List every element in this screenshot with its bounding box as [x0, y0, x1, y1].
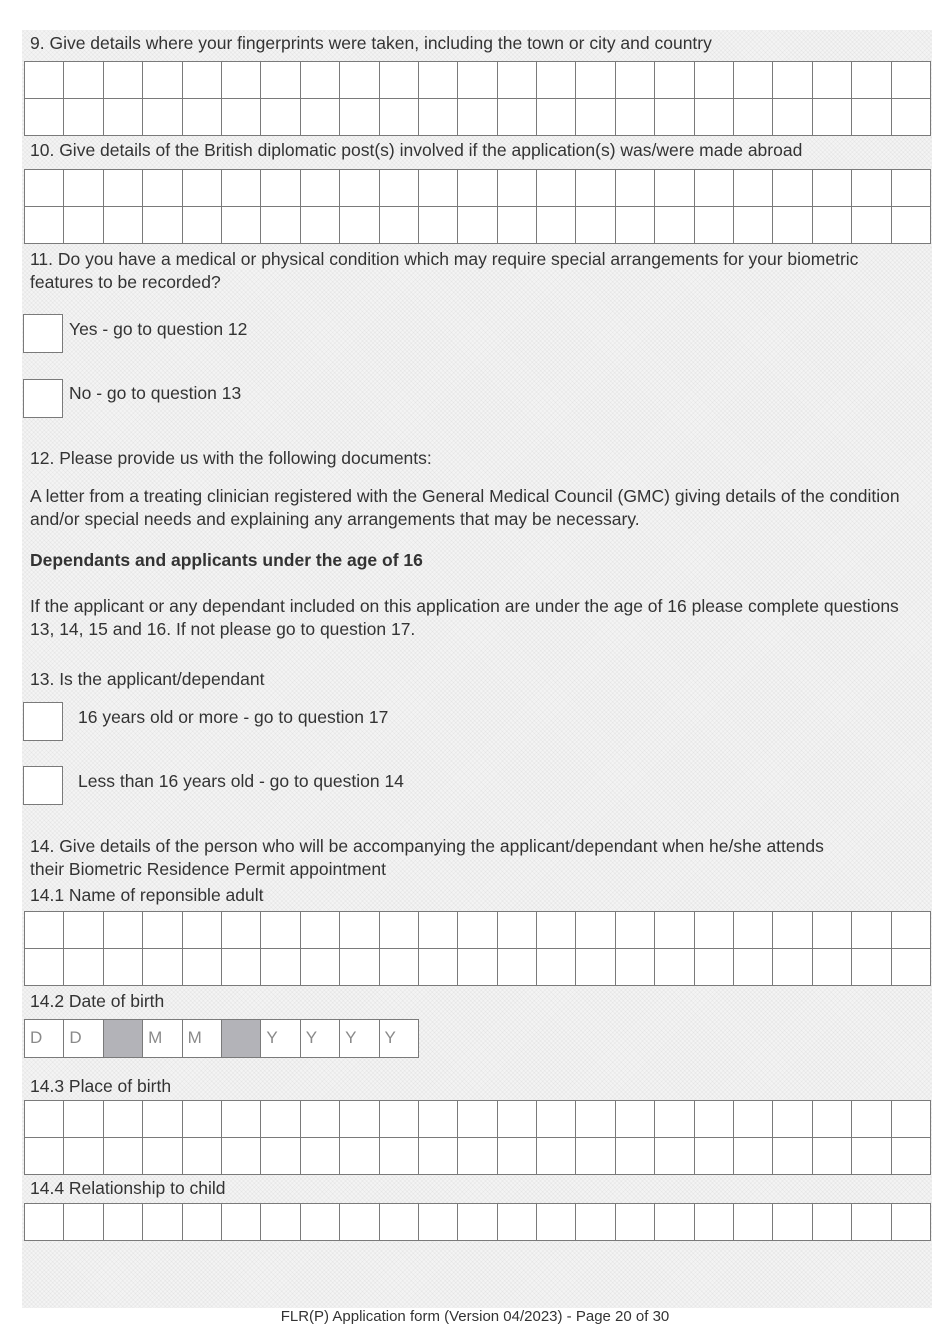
character-box[interactable] — [183, 1204, 222, 1241]
character-box[interactable] — [340, 1204, 379, 1241]
page-footer: FLR(P) Application form (Version 04/2023) - Page 20 of 30 — [280, 1308, 670, 1325]
character-box[interactable] — [25, 207, 64, 244]
character-box[interactable] — [734, 1138, 773, 1175]
character-box[interactable] — [695, 949, 734, 986]
character-box[interactable] — [222, 207, 261, 244]
character-box[interactable] — [695, 912, 734, 949]
character-box[interactable] — [458, 170, 497, 207]
character-box[interactable] — [773, 1204, 812, 1241]
character-box[interactable] — [143, 912, 182, 949]
q13-under-16-label: Less than 16 years old - go to question 14 — [78, 771, 404, 791]
character-box[interactable] — [261, 949, 300, 986]
character-box[interactable] — [25, 1101, 64, 1138]
character-box[interactable] — [892, 207, 931, 244]
character-box[interactable] — [340, 170, 379, 207]
character-box[interactable] — [458, 62, 497, 99]
character-box[interactable] — [576, 99, 615, 136]
character-box[interactable] — [25, 1138, 64, 1175]
character-box[interactable] — [852, 1204, 891, 1241]
character-box[interactable] — [773, 1101, 812, 1138]
character-box[interactable] — [852, 1138, 891, 1175]
q9-input-grid[interactable] — [24, 61, 931, 136]
character-box[interactable] — [261, 1101, 300, 1138]
character-box[interactable] — [734, 1204, 773, 1241]
character-box[interactable] — [852, 949, 891, 986]
character-box[interactable] — [498, 207, 537, 244]
q14-2-dob-field[interactable] — [24, 1019, 419, 1058]
character-box[interactable] — [340, 912, 379, 949]
character-box[interactable] — [261, 62, 300, 99]
character-box[interactable] — [380, 207, 419, 244]
character-box[interactable] — [261, 912, 300, 949]
dob-month-digit-2[interactable]: M — [183, 1020, 222, 1058]
character-box[interactable] — [734, 207, 773, 244]
q10-label: 10. Give details of the British diplomatic post(s) involved if the application(s) was/were made abroad — [30, 140, 803, 160]
character-box[interactable] — [695, 99, 734, 136]
character-box[interactable] — [576, 949, 615, 986]
character-box[interactable] — [419, 62, 458, 99]
character-box[interactable] — [576, 170, 615, 207]
character-box[interactable] — [419, 1204, 458, 1241]
character-box[interactable] — [655, 1101, 694, 1138]
character-box[interactable] — [576, 207, 615, 244]
character-box[interactable] — [813, 1138, 852, 1175]
character-box[interactable] — [655, 62, 694, 99]
character-box[interactable] — [537, 99, 576, 136]
dob-separator — [222, 1020, 261, 1058]
q10-input-grid[interactable] — [24, 169, 931, 244]
character-box[interactable] — [183, 1138, 222, 1175]
character-box[interactable] — [695, 62, 734, 99]
character-box[interactable] — [458, 912, 497, 949]
character-box[interactable] — [340, 1101, 379, 1138]
character-box[interactable] — [892, 99, 931, 136]
character-box[interactable] — [773, 62, 812, 99]
character-box[interactable] — [852, 912, 891, 949]
character-box[interactable] — [655, 1138, 694, 1175]
character-box[interactable] — [419, 170, 458, 207]
character-box[interactable] — [852, 1101, 891, 1138]
character-box[interactable] — [813, 1101, 852, 1138]
character-box[interactable] — [734, 62, 773, 99]
character-box[interactable] — [813, 949, 852, 986]
q14-1-name-grid[interactable] — [24, 911, 931, 986]
character-box[interactable] — [104, 170, 143, 207]
character-box[interactable] — [183, 62, 222, 99]
character-box[interactable] — [25, 99, 64, 136]
q14-4-label: 14.4 Relationship to child — [30, 1178, 226, 1198]
character-box[interactable] — [498, 1204, 537, 1241]
character-box[interactable] — [380, 949, 419, 986]
dob-year-digit-2[interactable]: Y — [301, 1020, 340, 1058]
character-box[interactable] — [340, 99, 379, 136]
character-box[interactable] — [458, 949, 497, 986]
character-box[interactable] — [616, 1138, 655, 1175]
character-box[interactable] — [695, 1101, 734, 1138]
character-box[interactable] — [537, 1138, 576, 1175]
character-box[interactable] — [301, 949, 340, 986]
character-box[interactable] — [892, 1138, 931, 1175]
character-box[interactable] — [143, 99, 182, 136]
character-box[interactable] — [852, 207, 891, 244]
character-box[interactable] — [64, 1138, 103, 1175]
character-box[interactable] — [892, 170, 931, 207]
character-box[interactable] — [301, 1101, 340, 1138]
character-box[interactable] — [498, 1138, 537, 1175]
character-box[interactable] — [498, 912, 537, 949]
character-box[interactable] — [616, 99, 655, 136]
q11-no-checkbox[interactable] — [23, 379, 63, 418]
dob-day-digit-1[interactable]: D — [25, 1020, 64, 1058]
character-box[interactable] — [222, 949, 261, 986]
character-box[interactable] — [183, 912, 222, 949]
dob-month-digit-1[interactable]: M — [143, 1020, 182, 1058]
character-box[interactable] — [419, 99, 458, 136]
q13-label: 13. Is the applicant/dependant — [30, 669, 265, 689]
character-box[interactable] — [64, 207, 103, 244]
character-box[interactable] — [301, 99, 340, 136]
character-box[interactable] — [222, 170, 261, 207]
character-box[interactable] — [734, 170, 773, 207]
character-box[interactable] — [892, 912, 931, 949]
character-box[interactable] — [183, 949, 222, 986]
character-box[interactable] — [655, 912, 694, 949]
character-box[interactable] — [773, 949, 812, 986]
character-box[interactable] — [655, 170, 694, 207]
character-box[interactable] — [143, 1101, 182, 1138]
character-box[interactable] — [537, 912, 576, 949]
character-box[interactable] — [301, 1204, 340, 1241]
character-box[interactable] — [222, 1204, 261, 1241]
character-box[interactable] — [813, 62, 852, 99]
character-box[interactable] — [537, 170, 576, 207]
character-box[interactable] — [64, 170, 103, 207]
character-box[interactable] — [104, 62, 143, 99]
q12-label: 12. Please provide us with the following documents: — [30, 448, 432, 468]
character-box[interactable] — [813, 207, 852, 244]
character-box[interactable] — [773, 170, 812, 207]
character-box[interactable] — [616, 62, 655, 99]
character-box[interactable] — [143, 949, 182, 986]
character-box[interactable] — [498, 170, 537, 207]
character-box[interactable] — [380, 912, 419, 949]
character-box[interactable] — [498, 62, 537, 99]
character-box[interactable] — [183, 99, 222, 136]
character-box[interactable] — [695, 207, 734, 244]
character-box[interactable] — [813, 912, 852, 949]
q11-no-label: No - go to question 13 — [69, 383, 242, 403]
character-box[interactable] — [143, 62, 182, 99]
character-box[interactable] — [773, 207, 812, 244]
character-box[interactable] — [813, 170, 852, 207]
character-box[interactable] — [64, 62, 103, 99]
character-box[interactable] — [498, 949, 537, 986]
character-box[interactable] — [695, 1204, 734, 1241]
character-box[interactable] — [458, 99, 497, 136]
q13-16-or-more-checkbox[interactable] — [23, 702, 63, 741]
character-box[interactable] — [616, 1101, 655, 1138]
q14-2-label: 14.2 Date of birth — [30, 991, 165, 1011]
character-box[interactable] — [222, 62, 261, 99]
character-box[interactable] — [340, 62, 379, 99]
character-box[interactable] — [64, 1101, 103, 1138]
character-box[interactable] — [576, 1101, 615, 1138]
dependants-text: If the applicant or any dependant included on this application are under the age of 16 please complete questions 13, 14, 15 and 16. If not please go to question 17. — [30, 596, 899, 639]
character-box[interactable] — [64, 99, 103, 136]
q14-label: 14. Give details of the person who will be accompanying the applicant/dependant when he/she attends their Biometric Residence Permit appointment — [30, 836, 824, 879]
character-box[interactable] — [892, 62, 931, 99]
character-box[interactable] — [183, 207, 222, 244]
character-box[interactable] — [852, 99, 891, 136]
q14-3-place-grid[interactable] — [24, 1100, 931, 1175]
character-box[interactable] — [25, 949, 64, 986]
character-box[interactable] — [25, 62, 64, 99]
character-box[interactable] — [261, 1138, 300, 1175]
character-box[interactable] — [813, 1204, 852, 1241]
q14-1-label: 14.1 Name of reponsible adult — [30, 885, 264, 905]
character-box[interactable] — [301, 62, 340, 99]
character-box[interactable] — [773, 1138, 812, 1175]
character-box[interactable] — [104, 912, 143, 949]
character-box[interactable] — [64, 1204, 103, 1241]
character-box[interactable] — [852, 62, 891, 99]
character-box[interactable] — [64, 949, 103, 986]
character-box[interactable] — [576, 912, 615, 949]
character-box[interactable] — [734, 912, 773, 949]
character-box[interactable] — [340, 1138, 379, 1175]
character-box[interactable] — [537, 949, 576, 986]
character-box[interactable] — [616, 207, 655, 244]
character-box[interactable] — [695, 170, 734, 207]
character-box[interactable] — [301, 912, 340, 949]
character-box[interactable] — [537, 62, 576, 99]
character-box[interactable] — [616, 170, 655, 207]
q14-4-relationship-grid[interactable] — [24, 1203, 931, 1241]
character-box[interactable] — [852, 170, 891, 207]
character-box[interactable] — [537, 1204, 576, 1241]
character-box[interactable] — [419, 912, 458, 949]
character-box[interactable] — [892, 1101, 931, 1138]
q9-label: 9. Give details where your fingerprints were taken, including the town or city and country — [30, 33, 712, 53]
character-box[interactable] — [419, 949, 458, 986]
character-box[interactable] — [64, 912, 103, 949]
character-box[interactable] — [892, 949, 931, 986]
character-box[interactable] — [25, 1204, 64, 1241]
dependants-heading: Dependants and applicants under the age of 16 — [30, 550, 423, 570]
character-box[interactable] — [25, 170, 64, 207]
q11-label: 11. Do you have a medical or physical condition which may require special arrangements for your biometric features to be recorded? — [30, 249, 859, 292]
q11-yes-label: Yes - go to question 12 — [69, 319, 248, 339]
character-box[interactable] — [301, 170, 340, 207]
character-box[interactable] — [616, 1204, 655, 1241]
character-box[interactable] — [458, 207, 497, 244]
character-box[interactable] — [380, 1204, 419, 1241]
character-box[interactable] — [892, 1204, 931, 1241]
q12-text: A letter from a treating clinician registered with the General Medical Council (GMC) giving details of the condition and/or special needs and explaining any arrangements that may be necessary. — [30, 486, 900, 529]
character-box[interactable] — [340, 207, 379, 244]
character-box[interactable] — [104, 949, 143, 986]
character-box[interactable] — [458, 1204, 497, 1241]
character-box[interactable] — [380, 1138, 419, 1175]
character-box[interactable] — [380, 62, 419, 99]
character-box[interactable] — [655, 207, 694, 244]
dob-separator — [104, 1020, 143, 1058]
character-box[interactable] — [498, 99, 537, 136]
character-box[interactable] — [655, 949, 694, 986]
dob-year-digit-1[interactable]: Y — [261, 1020, 300, 1058]
character-box[interactable] — [340, 949, 379, 986]
character-box[interactable] — [773, 99, 812, 136]
character-box[interactable] — [25, 912, 64, 949]
character-box[interactable] — [773, 912, 812, 949]
character-box[interactable] — [261, 99, 300, 136]
character-box[interactable] — [143, 1138, 182, 1175]
character-box[interactable] — [655, 99, 694, 136]
character-box[interactable] — [143, 207, 182, 244]
character-box[interactable] — [104, 1138, 143, 1175]
character-box[interactable] — [380, 170, 419, 207]
character-box[interactable] — [261, 207, 300, 244]
character-box[interactable] — [419, 207, 458, 244]
character-box[interactable] — [104, 99, 143, 136]
character-box[interactable] — [222, 1138, 261, 1175]
character-box[interactable] — [301, 207, 340, 244]
character-box[interactable] — [222, 912, 261, 949]
character-box[interactable] — [576, 1138, 615, 1175]
character-box[interactable] — [301, 1138, 340, 1175]
character-box[interactable] — [261, 170, 300, 207]
character-box[interactable] — [576, 1204, 615, 1241]
character-box[interactable] — [104, 1204, 143, 1241]
character-box[interactable] — [143, 170, 182, 207]
character-box[interactable] — [419, 1138, 458, 1175]
character-box[interactable] — [104, 1101, 143, 1138]
q13-16-or-more-label: 16 years old or more - go to question 17 — [78, 707, 389, 727]
character-box[interactable] — [261, 1204, 300, 1241]
q13-under-16-checkbox[interactable] — [23, 766, 63, 805]
dob-year-digit-3[interactable]: Y — [340, 1020, 379, 1058]
dob-day-digit-2[interactable]: D — [64, 1020, 103, 1058]
character-box[interactable] — [734, 1101, 773, 1138]
character-box[interactable] — [616, 949, 655, 986]
character-box[interactable] — [419, 1101, 458, 1138]
character-box[interactable] — [380, 99, 419, 136]
character-box[interactable] — [576, 62, 615, 99]
character-box[interactable] — [695, 1138, 734, 1175]
character-box[interactable] — [734, 949, 773, 986]
character-box[interactable] — [183, 1101, 222, 1138]
character-box[interactable] — [458, 1101, 497, 1138]
character-box[interactable] — [498, 1101, 537, 1138]
character-box[interactable] — [104, 207, 143, 244]
character-box[interactable] — [734, 99, 773, 136]
q11-yes-checkbox[interactable] — [23, 314, 63, 353]
character-box[interactable] — [183, 170, 222, 207]
character-box[interactable] — [813, 99, 852, 136]
character-box[interactable] — [222, 1101, 261, 1138]
character-box[interactable] — [222, 99, 261, 136]
character-box[interactable] — [655, 1204, 694, 1241]
dob-year-digit-4[interactable]: Y — [380, 1020, 419, 1058]
character-box[interactable] — [537, 207, 576, 244]
character-box[interactable] — [458, 1138, 497, 1175]
character-box[interactable] — [616, 912, 655, 949]
q14-3-label: 14.3 Place of birth — [30, 1076, 172, 1096]
character-box[interactable] — [143, 1204, 182, 1241]
character-box[interactable] — [537, 1101, 576, 1138]
character-box[interactable] — [380, 1101, 419, 1138]
